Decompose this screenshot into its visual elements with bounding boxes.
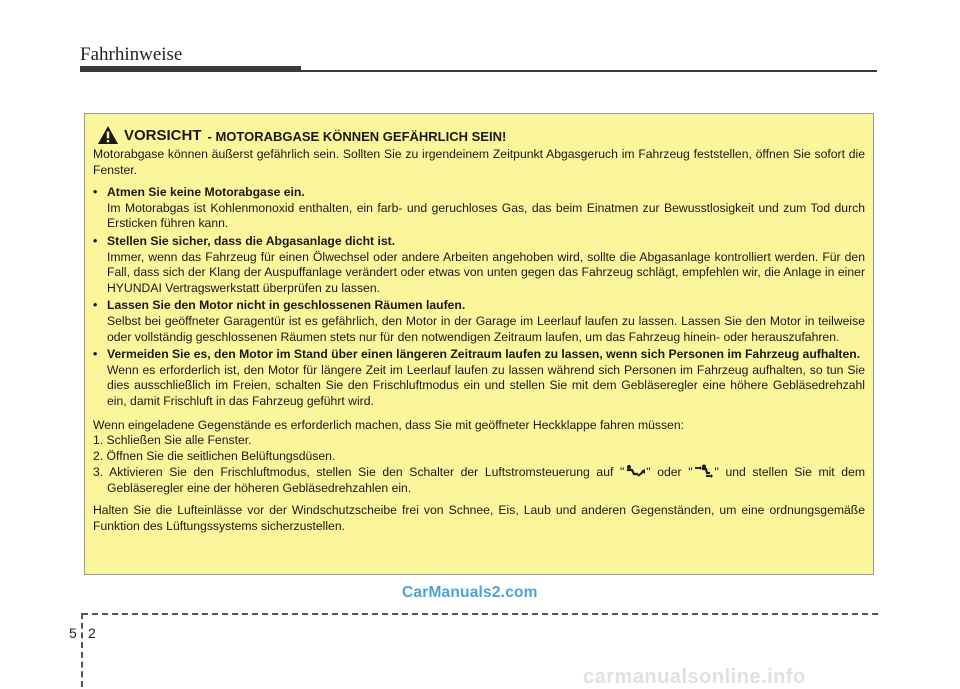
- bullet-item: [93, 298, 865, 347]
- header-rule-thick: [80, 66, 301, 72]
- step-1: 1. Schließen Sie alle Fenster.: [93, 433, 252, 448]
- bullet-title: Lassen Sie den Motor nicht in geschlossenen Räumen laufen.: [107, 298, 466, 313]
- luggage-intro: Wenn eingeladene Gegenstände es erforderlich machen, dass Sie mit geöffneter Heckklappe fahren müssen:: [93, 417, 684, 432]
- page-number: 2: [88, 625, 96, 641]
- warning-triangle-icon: [97, 125, 119, 145]
- caution-subject: - MOTORABGASE KÖNNEN GEFÄHRLICH SEIN!: [207, 129, 507, 144]
- step-3-text-a: 3. Aktivieren Sie den Frischluftmodus, stellen Sie den Schalter der Luftstromsteuerung auf ": [93, 465, 625, 480]
- caution-label: VORSICHT: [124, 127, 202, 144]
- caution-heading: [93, 125, 865, 145]
- footer-vertical-divider: [81, 613, 83, 687]
- floor-vent-icon: [624, 464, 646, 478]
- bullet-title: Stellen Sie sicher, dass die Abgasanlage dicht ist.: [107, 233, 396, 248]
- watermark-link[interactable]: CarManuals2.com: [402, 584, 538, 601]
- closing-paragraph: Halten Sie die Lufteinlässe vor der Windschutzscheibe frei von Schnee, Eis, Laub und anderen Gegenständen, um eine ordnungsgemäße Funktion des Lüftungssystems sicherzustellen.: [93, 503, 865, 534]
- luggage-instructions: [93, 418, 865, 497]
- caution-box: [84, 113, 874, 575]
- bullet-title: Atmen Sie keine Motorabgase ein.: [107, 185, 305, 200]
- bullet-text: Immer, wenn das Fahrzeug für einen Ölwechsel oder andere Arbeiten angehoben wird, sollte die Abgasanlage kontrolliert werden. Für den Fall, dass sich der Klang der Auspuffanlage verändert oder etwas von unten gegen das Fahrzeug schlägt, empfehlen wir, die Anlage in einer HYUNDAI Vertragswerkstatt überprüfen zu lassen.: [107, 249, 865, 295]
- bullet-dot: •: [93, 233, 98, 248]
- bullet-item: [93, 234, 865, 298]
- face-floor-vent-icon: [693, 464, 715, 478]
- bullet-text: Wenn es erforderlich ist, den Motor für längere Zeit im Leerlauf laufen zu lassen während sich Personen im Fahrzeug aufhalten, so tun Sie dies ausschließlich im Freien, schalten Sie den Frischluftmodus ein und stellen Sie mit dem Gebläseregler eine höhere Gebläsedrehzahl ein, damit Frischluft in das Fahrzeug geführt wird.: [107, 362, 865, 408]
- bullet-dot: •: [93, 185, 98, 200]
- header-rule-thin: [301, 70, 877, 72]
- bullet-title: Vermeiden Sie es, den Motor im Stand über einen längeren Zeitraum laufen zu lassen, wenn sich Personen im Fahrzeug aufhalten.: [107, 347, 861, 362]
- bullet-dot: •: [93, 298, 98, 313]
- bullet-text: Selbst bei geöffneter Garagentür ist es gefährlich, den Motor in der Garage im Leerlauf laufen zu lassen. Lassen Sie den Motor in teilweise oder vollständig geschlossenen Räumen stets nur für den notwendigen Zeitraum laufen, um das Fahrzeug hinein- oder herauszufahren.: [107, 313, 865, 344]
- step-3-text-c: " und stellen Sie mit dem Gebläseregler eine der höheren Gebläsedrehzahlen ein.: [107, 465, 865, 495]
- section-title: Fahrhinweise: [80, 44, 183, 65]
- bullet-dot: •: [93, 347, 98, 362]
- chapter-number: 5: [69, 625, 77, 641]
- bottom-watermark: carmanualsonline.info: [583, 666, 806, 688]
- step-2: 2. Öffnen Sie die seitlichen Belüftungsdüsen.: [93, 448, 336, 463]
- bullet-text: Im Motorabgas ist Kohlenmonoxid enthalten, ein farb- und geruchloses Gas, das beim Einatmen zur Bewusstlosigkeit und zum Tod durch Ersticken führen kann.: [107, 200, 865, 231]
- step-3: [93, 464, 865, 496]
- step-3-text-b: " oder ": [646, 465, 693, 480]
- bullet-item: [93, 185, 865, 234]
- footer-divider: [82, 613, 878, 615]
- bullet-item: [93, 347, 865, 411]
- caution-intro: Motorabgase können äußerst gefährlich sein. Sollten Sie zu irgendeinem Zeitpunkt Abgasgeruch im Fahrzeug feststellen, öffnen Sie sofort die Fenster.: [93, 147, 865, 177]
